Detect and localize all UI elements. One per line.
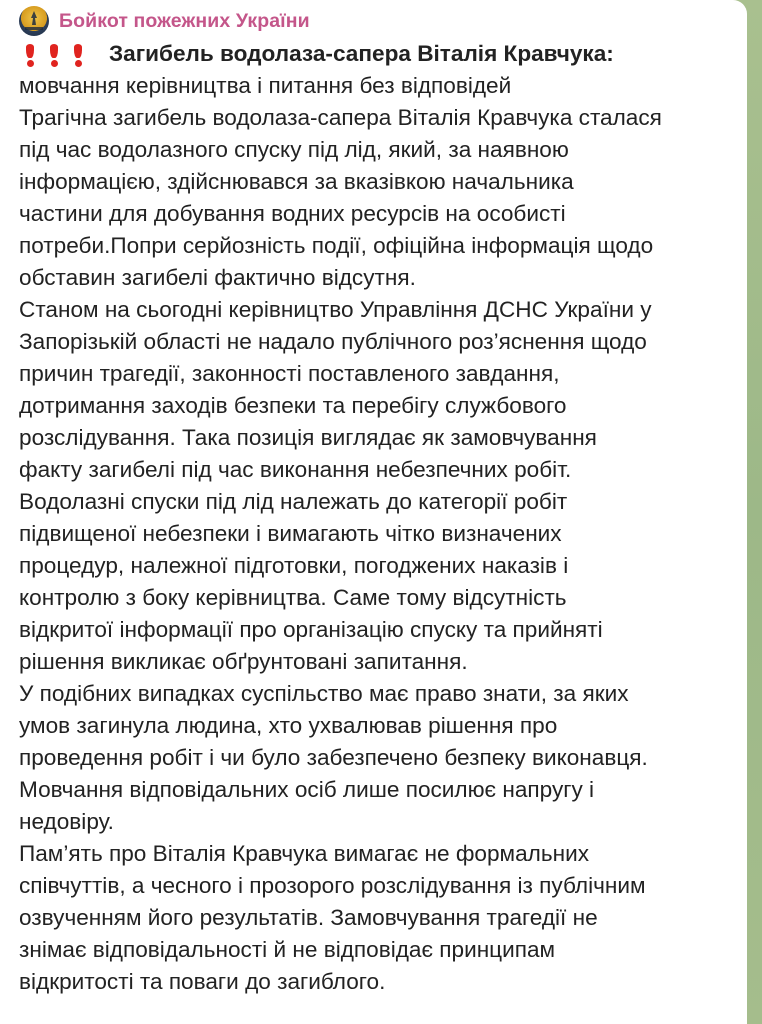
post-line: знімає відповідальності й не відповідає принципам [19,937,556,962]
post-line: підвищеної небезпеки і вимагають чітко визначених [19,521,562,546]
post-text [19,38,747,998]
red-exclamation-icon [49,43,59,65]
post-line: проведення робіт і чи було забезпечено безпеку виконавця. [19,745,648,770]
post-line: співчуттів, а чесного і прозорого розслідування із публічним [19,873,646,898]
post-line: озвученням його результатів. Замовчування трагедії не [19,905,598,930]
post-line: Станом на сьогодні керівництво Управління ДСНС України у [19,297,652,322]
post-line: рішення викликає обґрунтовані запитання. [19,649,468,674]
red-exclamation-icon [73,43,83,65]
post-title: Загибель водолаза-сапера Віталія Кравчука: [109,41,614,66]
channel-name[interactable]: Бойкот пожежних України [59,9,310,32]
post-line: причин трагедії, законності поставленого завдання, [19,361,560,386]
post-line: під час водолазного спуску під лід, який, за наявною [19,137,569,162]
channel-avatar[interactable] [19,6,49,36]
post-line: Трагічна загибель водолаза-сапера Віталія Кравчука сталася [19,105,662,130]
post-line: частини для добування водних ресурсів на особисті [19,201,566,226]
message-header [19,6,747,36]
post-line: Пам’ять про Віталія Кравчука вимагає не формальних [19,841,589,866]
post-line: потреби.Попри серйозність події, офіційна інформація щодо [19,233,654,258]
post-line: Водолазні спуски під лід належать до категорії робіт [19,489,568,514]
post-line: відкритості та поваги до загиблого. [19,969,386,994]
post-line: недовіру. [19,809,114,834]
exclamation-marks [25,43,97,65]
post-line: обставин загибелі фактично відсутня. [19,265,416,290]
post-line: Мовчання відповідальних осіб лише посилює напругу і [19,777,595,802]
post-line: процедур, належної підготовки, погоджених наказів і [19,553,569,578]
post-line: розслідування. Така позиція виглядає як замовчування [19,425,597,450]
post-line: відкритої інформації про організацію спуску та прийняті [19,617,603,642]
post-line: дотримання заходів безпеки та перебігу службового [19,393,567,418]
post-line: контролю з боку керівництва. Саме тому відсутність [19,585,567,610]
post-line: факту загибелі під час виконання небезпечних робіт. [19,457,572,482]
post-line: інформацією, здійснювався за вказівкою начальника [19,169,574,194]
post-line: Запорізькій області не надало публічного роз’яснення щодо [19,329,647,354]
post-line: умов загинула людина, хто ухвалював рішення про [19,713,558,738]
post-line: мовчання керівництва і питання без відповідей [19,73,512,98]
red-exclamation-icon [25,43,35,65]
post-title-line [19,38,747,70]
post-line: У подібних випадках суспільство має право знати, за яких [19,681,629,706]
